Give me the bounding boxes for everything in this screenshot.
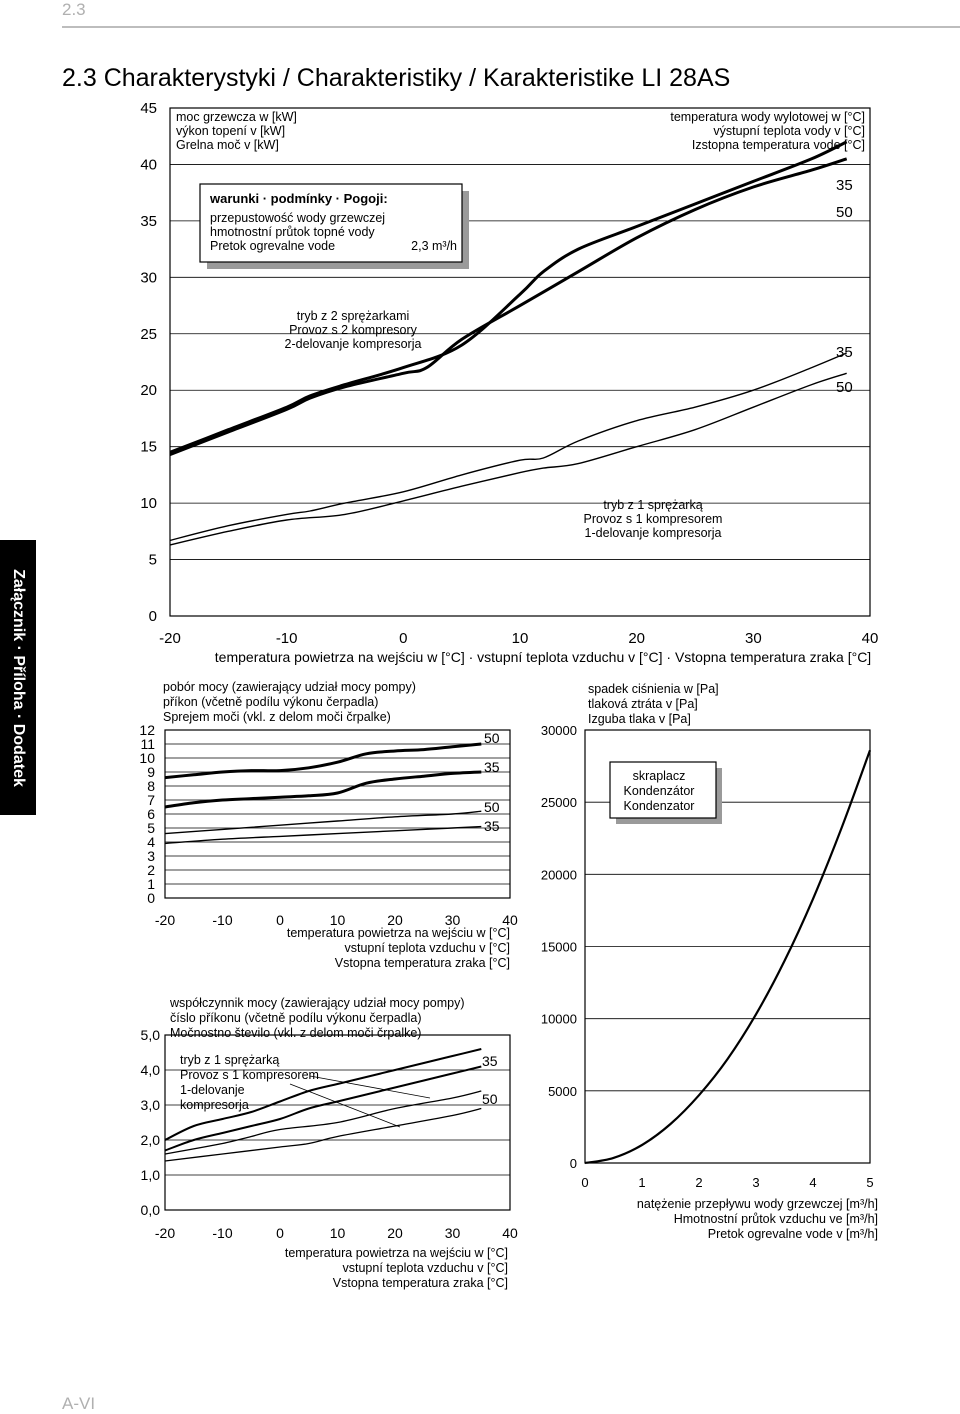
pressure-xlabel: Hmotnostní průtok vzduchu ve [m³/h]: [673, 1212, 878, 1226]
cop-mode-label: 1-delovanje: [180, 1083, 245, 1097]
power-consumption-y-tick-label: 9: [147, 764, 155, 780]
cop-mode-label: Provoz s 1 kompresorem: [180, 1068, 319, 1082]
cop-series-label: 35: [482, 1053, 498, 1069]
condenser-label: skraplacz: [632, 769, 686, 783]
cop-x-tick-label: 30: [444, 1225, 461, 1241]
heating-capacity-series-line: [170, 373, 847, 545]
power-xlabel: vstupní teplota vzduchu v [°C]: [344, 941, 510, 955]
one-compressor-label: tryb z 1 sprężarką: [603, 498, 703, 512]
heating-capacity-y-tick-label: 45: [140, 100, 157, 117]
heating-capacity-x-tick-label: 30: [744, 630, 762, 647]
heating-capacity-y-tick-label: 40: [140, 156, 157, 174]
heating-capacity-x-tick-label: -10: [275, 630, 298, 647]
conditions-line: przepustowość wody grzewczej: [210, 211, 386, 225]
power-consumption-y-tick-label: 10: [139, 750, 155, 766]
pressure-drop-x-tick-label: 1: [638, 1175, 646, 1190]
pressure-drop-y-tick-label: 15000: [540, 939, 577, 955]
heating-right-label: Izstopna temperatura vode [°C]: [691, 138, 865, 152]
power-consumption-y-tick-label: 7: [147, 792, 155, 808]
power-consumption-x-tick-label: 10: [329, 912, 346, 928]
heating-ylabel: Grelna moč v [kW]: [176, 138, 279, 152]
pressure-xlabel: Pretok ogrevalne vode v [m³/h]: [707, 1227, 878, 1241]
power-consumption-y-tick-label: 6: [147, 806, 155, 822]
side-tab-label: Załącznik · Příloha · Dodatek: [10, 568, 27, 787]
cop-y-tick-label: 4,0: [140, 1062, 160, 1078]
heating-right-label: temperatura wody wylotowej w [°C]: [670, 110, 865, 124]
heating-capacity-series-label: 50: [836, 204, 853, 221]
cop-mode-label: kompresorja: [180, 1098, 249, 1112]
power-consumption-series-label: 35: [484, 818, 500, 834]
cop-series-label: 50: [482, 1091, 498, 1107]
cop-y-tick-label: 3,0: [140, 1097, 160, 1113]
pressure-drop-y-tick-label: 25000: [540, 795, 577, 811]
pressure-ylabel: tlaková ztráta v [Pa]: [588, 697, 698, 711]
heating-capacity-x-tick-label: 0: [399, 630, 408, 647]
power-consumption-y-tick-label: 11: [140, 736, 155, 752]
cop-x-tick-label: -20: [154, 1225, 176, 1241]
cop-x-tick-label: 40: [502, 1225, 518, 1241]
pressure-ylabel: Izguba tlaka v [Pa]: [588, 712, 691, 726]
power-consumption-x-tick-label: 30: [444, 912, 461, 928]
cop-xlabel: Vstopna temperatura zraka [°C]: [332, 1276, 508, 1290]
cop-ylabel: współczynnik mocy (zawierający udział mocy pompy): [170, 996, 465, 1010]
power-consumption-series-line: [165, 744, 481, 778]
pressure-ylabel: spadek ciśnienia w [Pa]: [588, 682, 719, 696]
heating-capacity-series-label: 50: [836, 379, 853, 396]
power-consumption-x-tick-label: -20: [154, 912, 176, 928]
power-consumption-y-tick-label: 8: [147, 778, 155, 794]
pressure-drop-x-tick-label: 4: [809, 1175, 817, 1190]
heating-capacity-x-tick-label: 20: [628, 630, 646, 647]
power-consumption-series-line: [165, 811, 481, 833]
one-compressor-label: Provoz s 1 kompresorem: [583, 512, 723, 526]
power-consumption-x-tick-label: 0: [276, 912, 284, 928]
power-consumption-x-tick-label: -10: [212, 912, 233, 928]
heating-ylabel: moc grzewcza w [kW]: [176, 110, 297, 124]
cop-ylabel: číslo příkonu (včetně podílu výkonu čerpadla): [170, 1011, 422, 1025]
heating-capacity-y-tick-label: 15: [140, 438, 157, 456]
pressure-drop-y-tick-label: 20000: [540, 867, 577, 883]
power-consumption-series-label: 50: [484, 730, 500, 746]
power-consumption-y-tick-label: 4: [147, 834, 155, 850]
heating-capacity-y-tick-label: 30: [140, 269, 157, 287]
heating-capacity-y-tick-label: 35: [140, 212, 157, 230]
cop-y-tick-label: 5,0: [140, 1027, 160, 1043]
cop-y-tick-label: 2,0: [140, 1132, 160, 1148]
power-consumption-series-line: [165, 772, 481, 807]
pressure-drop-x-tick-label: 5: [866, 1175, 874, 1190]
cop-x-tick-label: 10: [329, 1225, 346, 1241]
condenser-label: Kondenzátor: [623, 784, 695, 798]
power-xlabel: temperatura powietrza na wejściu w [°C]: [286, 926, 510, 940]
cop-y-tick-label: 1,0: [140, 1167, 160, 1183]
heating-capacity-x-tick-label: -20: [159, 630, 181, 647]
cop-x-tick-label: 20: [387, 1225, 403, 1241]
heating-capacity-x-tick-label: 10: [511, 630, 529, 647]
power-consumption-series-label: 35: [484, 759, 500, 775]
conditions-line: hmotnostní průtok topné vody: [210, 225, 375, 239]
power-ylabel: příkon (včetně podílu výkonu čerpadla): [163, 695, 379, 709]
power-consumption-x-tick-label: 40: [502, 912, 518, 928]
heating-capacity-series-label: 35: [836, 344, 853, 361]
page-footer: A-VI: [62, 1394, 96, 1413]
two-compressor-label: 2-delovanje kompresorja: [284, 337, 422, 351]
cop-xlabel: vstupní teplota vzduchu v [°C]: [342, 1261, 508, 1275]
pressure-xlabel: natężenie przepływu wody grzewczej [m³/h]: [636, 1197, 878, 1211]
power-consumption-y-tick-label: 12: [139, 722, 155, 738]
conditions-heading: warunki · podmínky · Pogoji:: [210, 191, 388, 206]
pressure-drop-x-tick-label: 3: [752, 1175, 760, 1190]
two-compressor-label: Provoz s 2 kompresory: [289, 323, 417, 337]
heating-capacity-y-tick-label: 0: [148, 608, 157, 625]
power-consumption-x-tick-label: 20: [387, 912, 403, 928]
section-number: 2.3: [62, 0, 86, 19]
heating-capacity-y-tick-label: 25: [140, 325, 157, 343]
pressure-drop-x-tick-label: 2: [695, 1175, 703, 1190]
power-ylabel: pobór mocy (zawierający udział mocy pompy): [163, 680, 416, 694]
power-consumption-y-tick-label: 3: [147, 848, 155, 864]
power-consumption-y-tick-label: 0: [147, 890, 155, 906]
heating-right-label: výstupní teplota vody v [°C]: [713, 124, 865, 138]
heating-capacity-y-tick-label: 10: [140, 495, 157, 513]
condenser-label: Kondenzator: [623, 799, 695, 813]
page-title: 2.3 Charakterystyki / Charakteristiky / Karakteristike LI 28AS: [62, 64, 731, 92]
power-consumption-y-tick-label: 1: [147, 876, 155, 892]
heating-capacity-x-tick-label: 40: [861, 630, 879, 647]
pressure-drop-y-tick-label: 0: [569, 1156, 577, 1171]
two-compressor-label: tryb z 2 sprężarkami: [296, 309, 410, 323]
power-consumption-series-line: [165, 827, 481, 844]
power-consumption-y-tick-label: 2: [147, 862, 155, 878]
cop-xlabel: temperatura powietrza na wejściu w [°C]: [284, 1246, 508, 1260]
heating-capacity-y-tick-label: 5: [148, 551, 157, 569]
pressure-drop-y-tick-label: 30000: [540, 723, 577, 738]
one-compressor-label: 1-delovanje kompresorja: [584, 526, 722, 540]
heating-ylabel: výkon topení v [kW]: [176, 124, 286, 138]
pressure-drop-y-tick-label: 5000: [548, 1083, 577, 1099]
conditions-value: 2,3 m³/h: [411, 239, 457, 253]
cop-x-tick-label: -10: [212, 1225, 233, 1241]
power-ylabel: Sprejem moči (vkl. z delom moči črpalke): [163, 710, 391, 724]
pressure-drop-x-tick-label: 0: [581, 1175, 589, 1190]
power-consumption-y-tick-label: 5: [147, 820, 155, 836]
conditions-line: Pretok ogrevalne vode: [210, 239, 336, 253]
power-xlabel: Vstopna temperatura zraka [°C]: [334, 956, 510, 970]
cop-ylabel: Močnostno število (vkl. z delom moči črpalke): [170, 1026, 422, 1040]
heating-xlabel: temperatura powietrza na wejściu w [°C] · vstupní teplota vzduchu v [°C] · Vstopna temperatura zraka [°C]: [214, 649, 872, 665]
heating-capacity-y-tick-label: 20: [140, 382, 157, 400]
pressure-drop-y-tick-label: 10000: [540, 1011, 577, 1027]
heating-capacity-series-label: 35: [836, 177, 853, 194]
cop-x-tick-label: 0: [276, 1225, 284, 1241]
power-consumption-series-label: 50: [484, 799, 500, 815]
cop-mode-label: tryb z 1 sprężarką: [180, 1053, 280, 1067]
cop-y-tick-label: 0,0: [140, 1202, 160, 1218]
